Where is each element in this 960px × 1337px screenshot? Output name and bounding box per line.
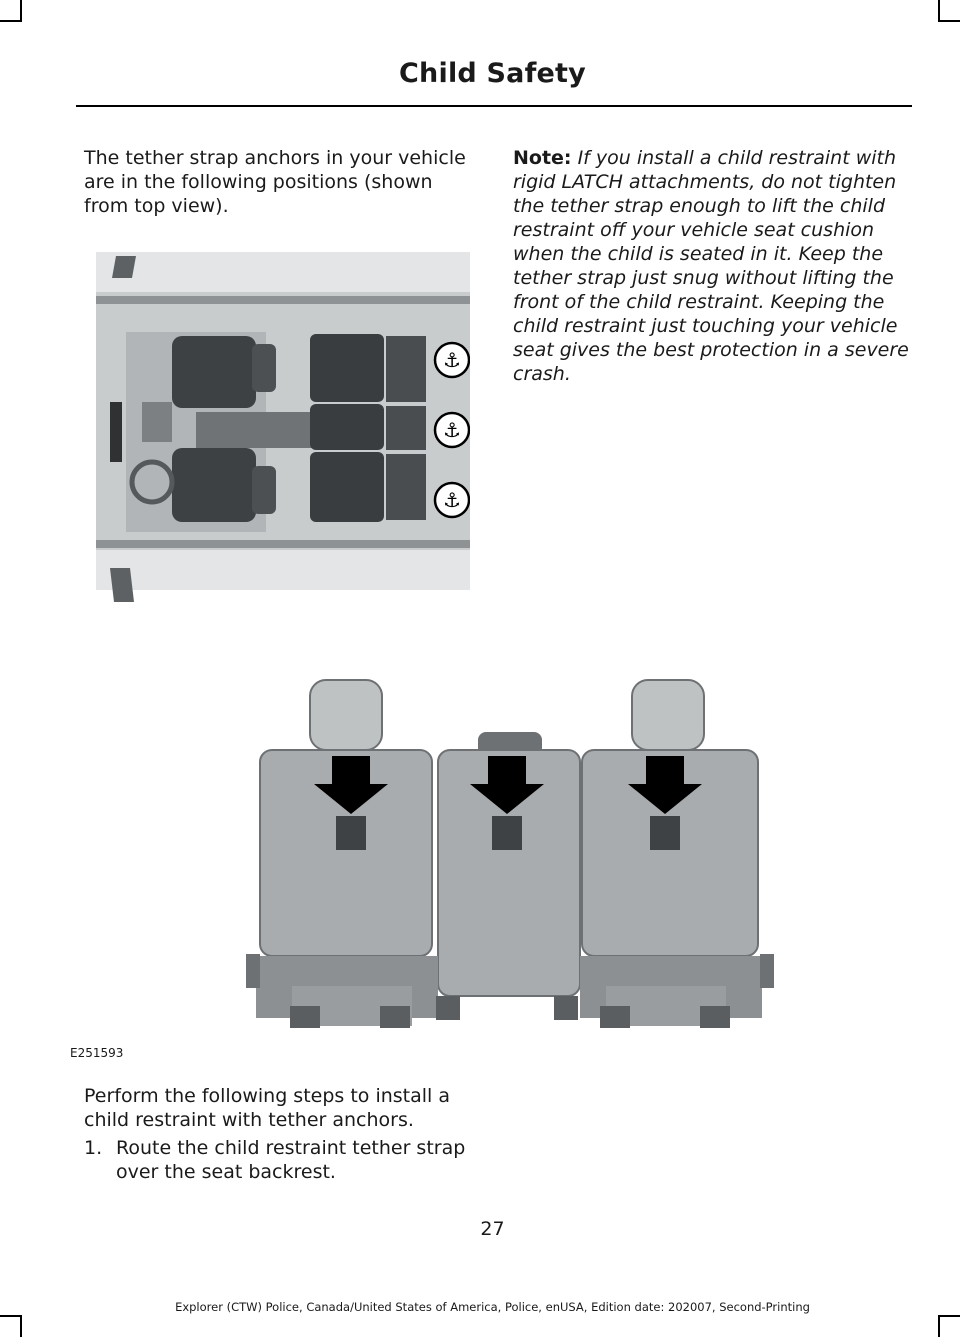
page-title: Child Safety [399, 58, 586, 89]
step-number: 1. [84, 1137, 103, 1159]
anchor-icon [435, 413, 469, 447]
crop-mark [938, 0, 940, 22]
note-paragraph [513, 146, 909, 386]
step-text: Route the child restraint tether strap over the seat backrest. [116, 1137, 466, 1183]
crop-mark [938, 1315, 960, 1317]
anchor-icon [435, 343, 469, 377]
crop-mark [0, 1315, 22, 1317]
rear-seat-backs-illustration [60, 664, 800, 1064]
footer-text: Explorer (CTW) Police, Canada/United States of America, Police, enUSA, Edition date: 202007, Second-Printing [175, 1300, 810, 1314]
step-item [84, 1136, 479, 1184]
note-text: If you install a child restraint with rigid LATCH attachments, do not tighten the tether strap enough to lift the child restraint off your vehicle seat cushion when the child is seated in it. Keep the tether strap just snug without lifting the front of the child restraint. Keeping the child restraint just touching your vehicle seat gives the best protection in a severe crash. [513, 147, 909, 385]
svg-text:⚓: ⚓ [443, 488, 461, 512]
page-number: 27 [480, 1218, 505, 1240]
steps-intro-paragraph: Perform the following steps to install a child restraint with tether anchors. [84, 1085, 451, 1131]
intro-paragraph: The tether strap anchors in your vehicle are in the following positions (shown from top view). [84, 147, 466, 217]
crop-mark [20, 1315, 22, 1337]
svg-text:⚓: ⚓ [443, 418, 461, 442]
crop-mark [938, 1315, 940, 1337]
svg-text:⚓: ⚓ [443, 348, 461, 372]
crop-mark [0, 20, 22, 22]
vehicle-top-view-illustration [96, 252, 470, 606]
crop-mark [20, 0, 22, 22]
crop-mark [938, 20, 960, 22]
figure-code: E251593 [70, 1046, 124, 1060]
note-label: Note: [513, 147, 572, 169]
header-divider [76, 105, 912, 107]
anchor-icon [435, 483, 469, 517]
